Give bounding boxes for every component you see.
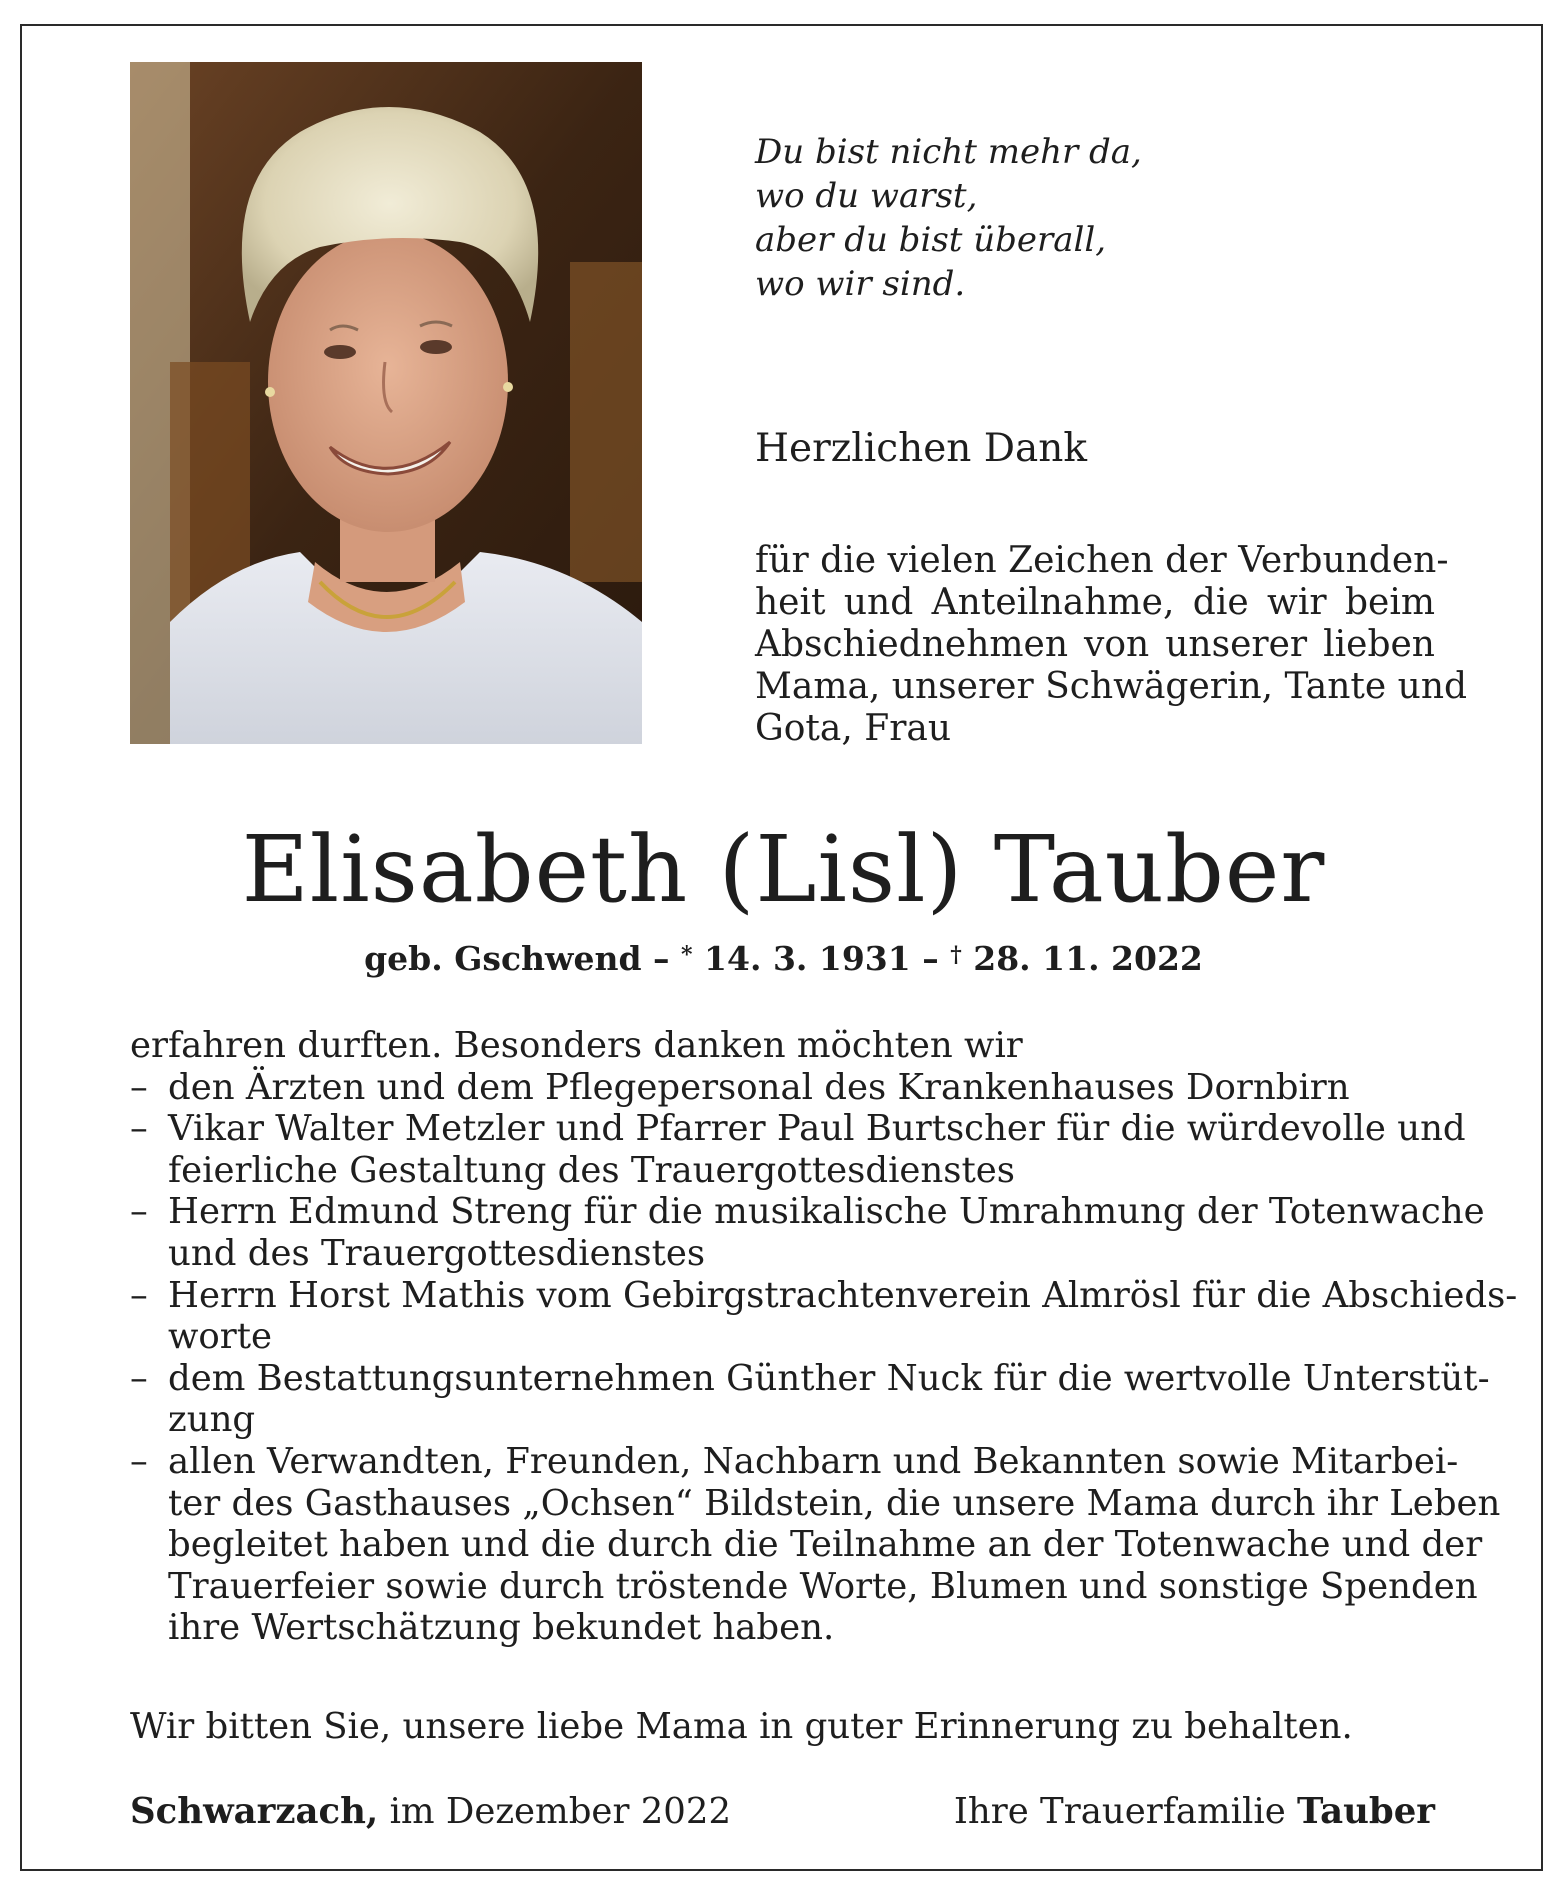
list-line: dem Bestattungsunternehmen Günther Nuck für die wertvolle Unterstüt- <box>168 1357 1490 1399</box>
portrait-illustration <box>130 62 642 744</box>
deceased-name: Elisabeth (Lisl) Tauber <box>241 816 1326 923</box>
list-line: ter des Gasthauses „Ochsen“ Bildstein, die unsere Mama durch ihr Leben <box>168 1482 1501 1524</box>
life-dates <box>0 937 1567 981</box>
date-separator: – <box>922 939 939 978</box>
birth-name: geb. Gschwend <box>364 939 642 978</box>
list-dash: – <box>130 1440 148 1482</box>
list-dash: – <box>130 1191 148 1233</box>
list-item <box>130 1067 1437 1109</box>
date: im Dezember 2022 <box>378 1791 732 1832</box>
date-separator: – <box>653 939 670 978</box>
list-line: Vikar Walter Metzler und Pfarrer Paul Burtscher für die würdevolle und <box>168 1108 1466 1150</box>
birth-symbol: * <box>681 942 693 968</box>
list-line: feierliche Gestaltung des Trauergottesdienstes <box>168 1149 1016 1191</box>
list-item <box>130 1357 1490 1441</box>
list-line: worte <box>168 1316 273 1358</box>
list-dash: – <box>130 1357 148 1399</box>
poem-line: wo du warst, <box>755 176 978 216</box>
list-item <box>130 1440 1501 1649</box>
list-line: den Ärzten und dem Pflegepersonal des Krankenhauses Dornbirn <box>168 1066 1350 1108</box>
birth-date: 14. 3. 1931 <box>704 939 911 978</box>
portrait-photo <box>130 62 642 744</box>
body-intro: erfahren durften. Besonders danken möchten wir <box>130 1025 1023 1066</box>
memorial-poem <box>755 130 1455 306</box>
intro-line: Mama, unserer Schwägerin, Tante und <box>755 666 1468 707</box>
family-name: Tauber <box>1297 1791 1435 1832</box>
poem-line: aber du bist überall, <box>755 220 1107 260</box>
family-prefix: Ihre Trauerfamilie <box>953 1791 1298 1832</box>
list-dash: – <box>130 1108 148 1150</box>
death-date: 28. 11. 2022 <box>973 939 1203 978</box>
family-signature <box>954 1790 1435 1834</box>
list-item <box>130 1274 1518 1358</box>
intro-line: Gota, Frau <box>755 708 952 749</box>
list-line: begleitet haben und die durch die Teilnahme an der Totenwache und der <box>168 1524 1483 1566</box>
poem-line: Du bist nicht mehr da, <box>755 132 1142 172</box>
thanks-body <box>130 1025 1518 1649</box>
thanks-heading: Herzlichen Dank <box>755 426 1088 471</box>
list-line: Herrn Horst Mathis vom Gebirgstrachtenverein Almrösl für die Abschieds- <box>168 1274 1518 1316</box>
poem-line: wo wir sind. <box>755 264 966 304</box>
closing-sentence: Wir bitten Sie, unsere liebe Mama in guter Erinnerung zu behalten. <box>130 1706 1353 1747</box>
list-item <box>130 1108 1466 1191</box>
intro-line: heit und Anteilnahme, die wir beim <box>755 582 1435 623</box>
place-date <box>130 1790 731 1834</box>
list-line: allen Verwandten, Freunden, Nachbarn und Bekannten sowie Mitarbei- <box>168 1440 1459 1482</box>
list-line: ihre Wertschätzung bekundet haben. <box>168 1607 835 1649</box>
intro-line: Abschiednehmen von unserer lieben <box>755 624 1435 665</box>
list-item <box>130 1191 1485 1274</box>
intro-paragraph <box>755 540 1468 750</box>
list-dash: – <box>130 1274 148 1316</box>
intro-line: für die vielen Zeichen der Verbunden- <box>755 540 1449 581</box>
list-line: zung <box>168 1399 256 1441</box>
place: Schwarzach, <box>130 1791 379 1832</box>
list-dash: – <box>130 1066 148 1108</box>
list-line: und des Trauergottesdienstes <box>168 1232 706 1274</box>
death-symbol: † <box>950 942 962 968</box>
list-line: Trauerfeier sowie durch tröstende Worte, Blumen und sonstige Spenden <box>168 1565 1478 1607</box>
list-line: Herrn Edmund Streng für die musikalische Umrahmung der Totenwache <box>168 1191 1485 1233</box>
